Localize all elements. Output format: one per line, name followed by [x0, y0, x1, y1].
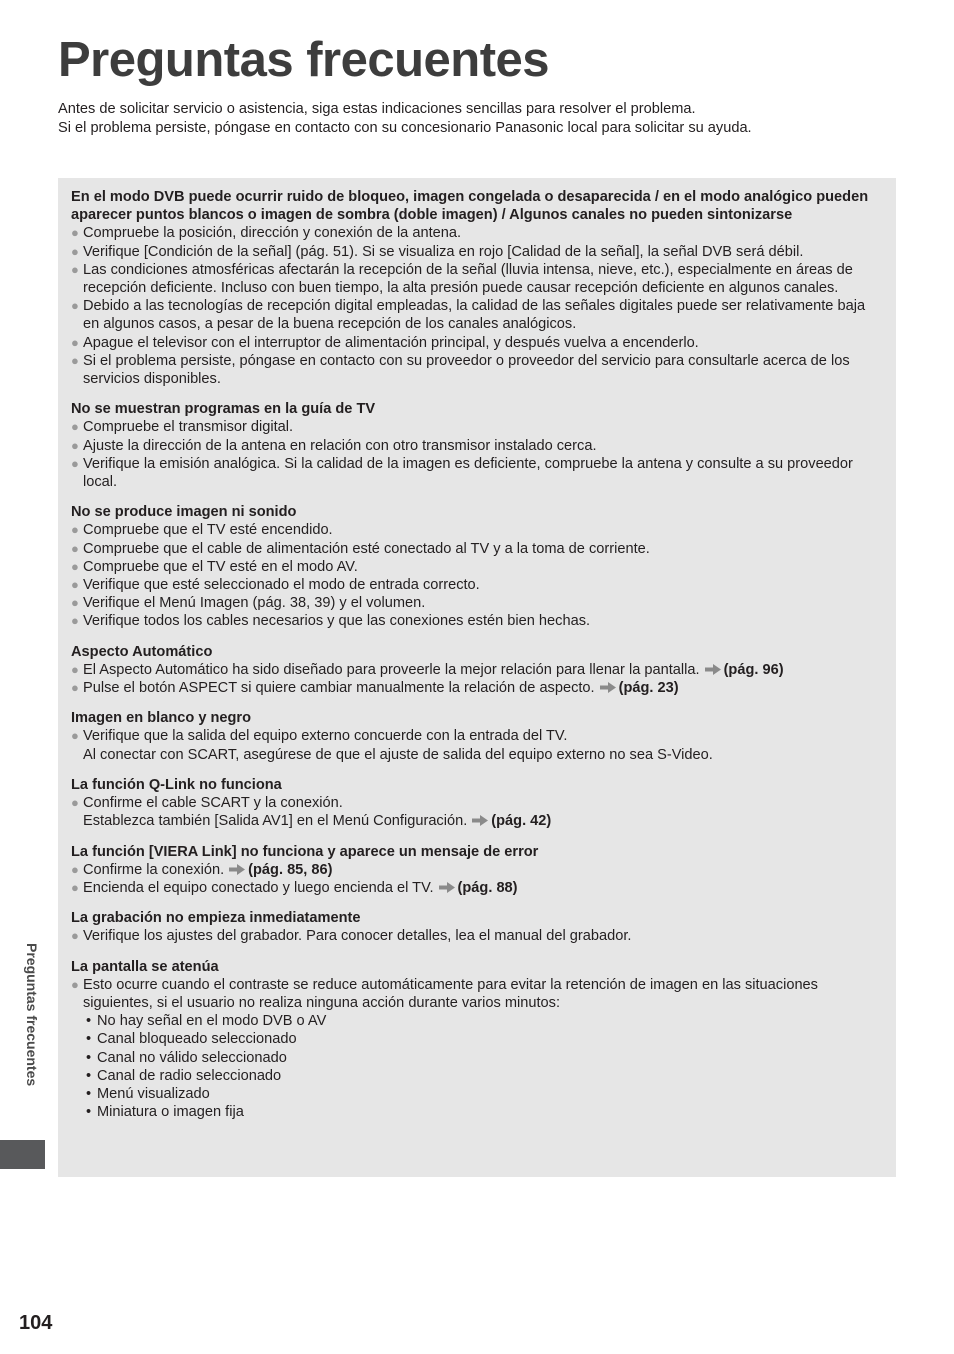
bullet-icon: ● [71, 455, 79, 471]
page-number: 104 [19, 1312, 53, 1334]
list-item: ● Apague el televisor con el interruptor de alimentación principal, y después vuelva a encenderlo. [71, 334, 699, 351]
arrow-right-icon [705, 664, 721, 675]
continuation-text: Al conectar con SCART, asegúrese de que el ajuste de salida del equipo externo no sea S-Video. [83, 746, 713, 763]
arrow-right-icon [472, 815, 488, 826]
bullet-icon: ● [71, 595, 79, 611]
list-item: ● Esto ocurre cuando el contraste se reduce automáticamente para evitar la retención de imagen en las situaciones siguientes, si el usuario no realiza ninguna acción durante varios minutos: [71, 976, 818, 1011]
dot-icon: • [86, 1067, 92, 1084]
sub-list-item: • Canal de radio seleccionado [86, 1067, 282, 1084]
arrow-right-icon [439, 882, 455, 893]
dot-icon: • [86, 1013, 92, 1030]
page-title: Preguntas frecuentes [58, 33, 550, 87]
intro-line-2: Si el problema persiste, póngase en contacto con su concesionario Panasonic local para solicitar su ayuda. [58, 120, 752, 136]
page-reference: (pág. 42) [491, 813, 552, 830]
section-heading: No se produce imagen ni sonido [71, 504, 297, 521]
list-item: ● Confirme el cable SCART y la conexión. Establezca también [Salida AV1] en el Menú Configuración. (pág. 42) [71, 794, 884, 830]
list-item: ● Compruebe que el TV esté en el modo AV. [71, 558, 358, 575]
bullet-icon: ● [71, 243, 79, 259]
faq-section [71, 643, 884, 698]
sub-list-item: • No hay señal en el modo DVB o AV [86, 1013, 327, 1030]
bullet-icon: ● [71, 298, 79, 314]
continuation-text: Establezca también [Salida AV1] en el Menú Configuración. (pág. 42) [83, 813, 552, 830]
bullet-icon: ● [71, 334, 79, 350]
dot-icon: • [86, 1104, 92, 1121]
faq-section [71, 400, 884, 491]
section-heading: La pantalla se atenúa [71, 958, 219, 975]
bullet-icon: ● [71, 613, 79, 629]
bullet-icon: ● [71, 577, 79, 593]
faq-box [58, 178, 896, 1177]
page-reference: (pág. 23) [618, 680, 679, 697]
bullet-icon: ● [71, 522, 79, 538]
page-reference: (pág. 88) [457, 879, 518, 896]
intro-line-1: Antes de solicitar servicio o asistencia, siga estas indicaciones sencillas para resolver el problema. [58, 101, 696, 117]
list-item: ● Encienda el equipo conectado y luego encienda el TV. (pág. 88) [71, 879, 518, 896]
bullet-icon: ● [71, 540, 79, 556]
side-tab-marker [0, 1140, 45, 1169]
dot-icon: • [86, 1031, 92, 1048]
dot-icon: • [86, 1049, 92, 1066]
list-item: ● Compruebe que el cable de alimentación esté conectado al TV y a la toma de corriente. [71, 540, 650, 557]
bullet-icon: ● [71, 728, 79, 744]
list-item: ● Ajuste la dirección de la antena en relación con otro transmisor instalado cerca. [71, 437, 597, 454]
list-item: ● Las condiciones atmosféricas afectarán la recepción de la señal (lluvia intensa, nieve, etc.), especialmente en áreas de recepción deficiente. Incluso con buen tiempo, la alta presión puede causar recepción deficiente en algunos canales. [71, 261, 853, 297]
faq-section [71, 503, 884, 630]
list-item: ● Compruebe la posición, dirección y conexión de la antena. [71, 225, 462, 242]
list-item: ● El Aspecto Automático ha sido diseñado para proveerle la mejor relación para llenar la pantalla. (pág. 96) [71, 661, 784, 678]
bullet-icon: ● [71, 225, 79, 241]
intro [58, 100, 752, 138]
list-item: ● Si el problema persiste, póngase en contacto con su proveedor o proveedor del servicio para consultarle acerca de los servicios disponibles. [71, 352, 850, 388]
section-heading: La función Q-Link no funciona [71, 776, 282, 793]
list-item: ● Verifique que la salida del equipo externo concuerde con la entrada del TV. Al conectar con SCART, asegúrese de que el ajuste de salida del equipo externo no sea S-Video. [71, 727, 884, 763]
bullet-icon: ● [71, 419, 79, 435]
arrow-right-icon [229, 864, 245, 875]
section-heading: La función [VIERA Link] no funciona y aparece un mensaje de error [71, 843, 539, 860]
list-item: ● Verifique la emisión analógica. Si la calidad de la imagen es deficiente, compruebe la antena y consulte a su proveedor local. [71, 455, 853, 491]
bullet-icon: ● [71, 261, 79, 277]
section-heading: Aspecto Automático [71, 643, 213, 660]
bullet-icon: ● [71, 795, 79, 811]
dot-icon: • [86, 1085, 92, 1102]
bullet-icon: ● [71, 879, 79, 895]
list-item: ● Verifique el Menú Imagen (pág. 38, 39) y el volumen. [71, 595, 426, 612]
list-item: ● Pulse el botón ASPECT si quiere cambiar manualmente la relación de aspecto. (pág. 23) [71, 680, 679, 697]
arrow-right-icon [600, 682, 616, 693]
list-item: ● Verifique [Condición de la señal] (pág. 51). Si se visualiza en rojo [Calidad de la señal], la señal DVB será débil. [71, 243, 804, 260]
page-reference: (pág. 85, 86) [248, 861, 333, 878]
list-item: ● Verifique todos los cables necesarios y que las conexiones estén bien hechas. [71, 613, 591, 630]
sub-list-item: • Menú visualizado [86, 1085, 210, 1102]
faq-section [71, 709, 884, 764]
sub-list-item: • Canal bloqueado seleccionado [86, 1031, 297, 1048]
faq-section [71, 188, 884, 388]
list-item: ● Compruebe el transmisor digital. [71, 419, 294, 436]
faq-section [71, 909, 884, 945]
bullet-icon: ● [71, 352, 79, 368]
list-item: ● Compruebe que el TV esté encendido. [71, 522, 333, 539]
sub-list-item: • Canal no válido seleccionado [86, 1049, 287, 1066]
list-item: ● Confirme la conexión. (pág. 85, 86) [71, 861, 333, 878]
bullet-icon: ● [71, 661, 79, 677]
bullet-icon: ● [71, 976, 79, 992]
bullet-icon: ● [71, 558, 79, 574]
list-item: ● Debido a las tecnologías de recepción digital empleadas, la calidad de las señales digitales puede ser relativamente baja en algunos casos, a pesar de la buena recepción de los canales analógicos. [71, 298, 866, 333]
faq-section [71, 958, 884, 1122]
bullet-icon: ● [71, 861, 79, 877]
page-reference: (pág. 96) [723, 661, 784, 678]
list-item: ● Verifique que esté seleccionado el modo de entrada correcto. [71, 577, 480, 594]
bullet-icon: ● [71, 680, 79, 696]
faq-section [71, 843, 884, 898]
sub-list-item: • Miniatura o imagen fija [86, 1104, 244, 1121]
bullet-icon: ● [71, 928, 79, 944]
section-heading: La grabación no empieza inmediatamente [71, 910, 361, 927]
side-tab-label: Preguntas frecuentes [24, 943, 40, 1087]
section-heading: No se muestran programas en la guía de TV [71, 401, 376, 418]
section-heading: En el modo DVB puede ocurrir ruido de bloqueo, imagen congelada o desaparecida / en el modo analógico pueden aparecer puntos blancos o imagen de sombra (doble imagen) / Algunos canales no pueden sintonizarse [71, 189, 869, 224]
section-heading: Imagen en blanco y negro [71, 710, 252, 727]
list-item: ● Verifique los ajustes del grabador. Para conocer detalles, lea el manual del grabador. [71, 928, 632, 945]
bullet-icon: ● [71, 437, 79, 453]
faq-section [71, 776, 884, 831]
